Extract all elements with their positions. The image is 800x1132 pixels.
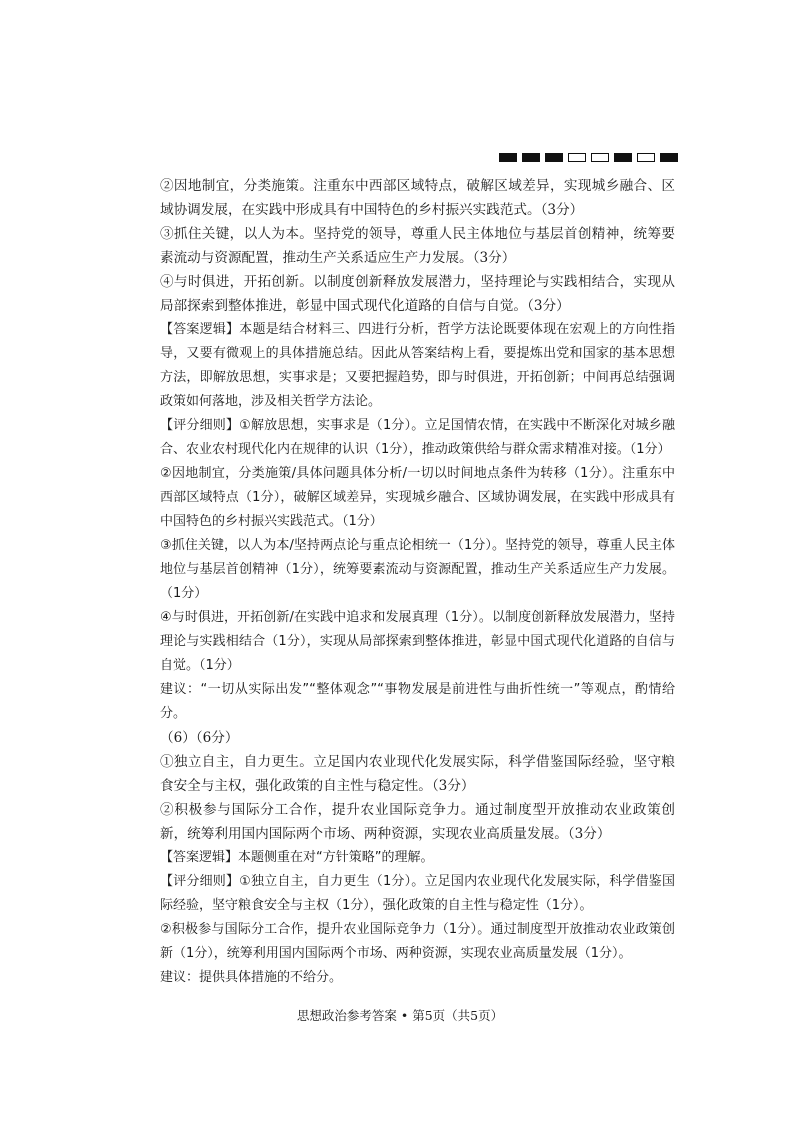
answer-paragraph: ①独立自主，自力更生。立足国内农业现代化发展实际，科学借鉴国际经验，坚守粮食安全与主权，强化政策的自主性与稳定性。（3分） bbox=[160, 754, 675, 794]
filled-square-mark bbox=[499, 153, 517, 162]
answer-paragraph: 建议：提供具体措施的不给分。 bbox=[160, 970, 343, 985]
page-footer: 思想政治参考答案 • 第5页（共5页） bbox=[296, 1008, 504, 1023]
answer-paragraph: ③抓住关键，以人为本。坚持党的领导，尊重人民主体地位与基层首创精神，统筹要素流动与资源配置，推动生产关系适应生产力发展。（3分） bbox=[160, 226, 675, 266]
empty-square-mark bbox=[591, 153, 609, 162]
filled-square-mark bbox=[660, 153, 678, 162]
filled-square-mark bbox=[614, 153, 632, 162]
empty-square-mark bbox=[637, 153, 655, 162]
answer-paragraph: 【答案逻辑】本题是结合材料三、四进行分析，哲学方法论既要体现在宏观上的方向性指导，又要有微观上的具体措施总结。因此从答案结构上看，要提炼出党和国家的基本思想方法，即解放思想，实事求是；又要把握趋势，即与时俱进，开拓创新；中间再总结强调政策如何落地，涉及相关哲学方法论。 bbox=[160, 322, 675, 409]
answer-paragraph: ④与时俱进，开拓创新/在实践中追求和发展真理（1分）。以制度创新释放发展潜力，坚持理论与实践相结合（1分），实现从局部探索到整体推进，彰显中国式现代化道路的自信与自觉。（1分） bbox=[160, 610, 675, 673]
answer-content bbox=[160, 174, 675, 990]
answer-paragraph: ③抓住关键，以人为本/坚持两点论与重点论相统一（1分）。坚持党的领导，尊重人民主体地位与基层首创精神（1分），统筹要素流动与资源配置，推动生产关系适应生产力发展。（1分） bbox=[160, 538, 675, 601]
answer-paragraph: ②因地制宜，分类施策/具体问题具体分析/一切以时间地点条件为转移（1分）。注重东中西部区域特点（1分），破解区域差异，实现城乡融合、区域协调发展，在实践中形成具有中国特色的乡村振兴实践范式。（1分） bbox=[160, 466, 675, 529]
header-mark-strip bbox=[499, 153, 678, 162]
answer-paragraph: ④与时俱进，开拓创新。以制度创新释放发展潜力，坚持理论与实践相结合，实现从局部探索到整体推进，彰显中国式现代化道路的自信与自觉。（3分） bbox=[160, 274, 675, 314]
filled-square-mark bbox=[545, 153, 563, 162]
answer-paragraph: （6）（6分） bbox=[160, 730, 239, 746]
answer-paragraph: 【评分细则】①解放思想，实事求是（1分）。立足国情农情，在实践中不断深化对城乡融合、农业农村现代化内在规律的认识（1分），推动政策供给与群众需求精准对接。（1分） bbox=[160, 418, 675, 457]
answer-paragraph: ②积极参与国际分工合作，提升农业国际竞争力（1分）。通过制度型开放推动农业政策创新（1分），统筹利用国内国际两个市场、两种资源，实现农业高质量发展（1分）。 bbox=[160, 922, 675, 961]
empty-square-mark bbox=[568, 153, 586, 162]
filled-square-mark bbox=[522, 153, 540, 162]
answer-paragraph: ②因地制宜，分类施策。注重东中西部区域特点，破解区域差异，实现城乡融合、区域协调发展，在实践中形成具有中国特色的乡村振兴实践范式。（3分） bbox=[160, 178, 675, 218]
answer-paragraph: ②积极参与国际分工合作，提升农业国际竞争力。通过制度型开放推动农业政策创新，统筹利用国内国际两个市场、两种资源，实现农业高质量发展。（3分） bbox=[160, 802, 675, 842]
answer-paragraph: 【评分细则】①独立自主，自力更生（1分）。立足国内农业现代化发展实际，科学借鉴国际经验，坚守粮食安全与主权（1分），强化政策的自主性与稳定性（1分）。 bbox=[160, 874, 675, 913]
answer-paragraph: 【答案逻辑】本题侧重在对“方针策略”的理解。 bbox=[160, 850, 434, 865]
answer-paragraph: 建议：“一切从实际出发”“整体观念”“事物发展是前进性与曲折性统一”等观点，酌情给分。 bbox=[160, 682, 675, 721]
